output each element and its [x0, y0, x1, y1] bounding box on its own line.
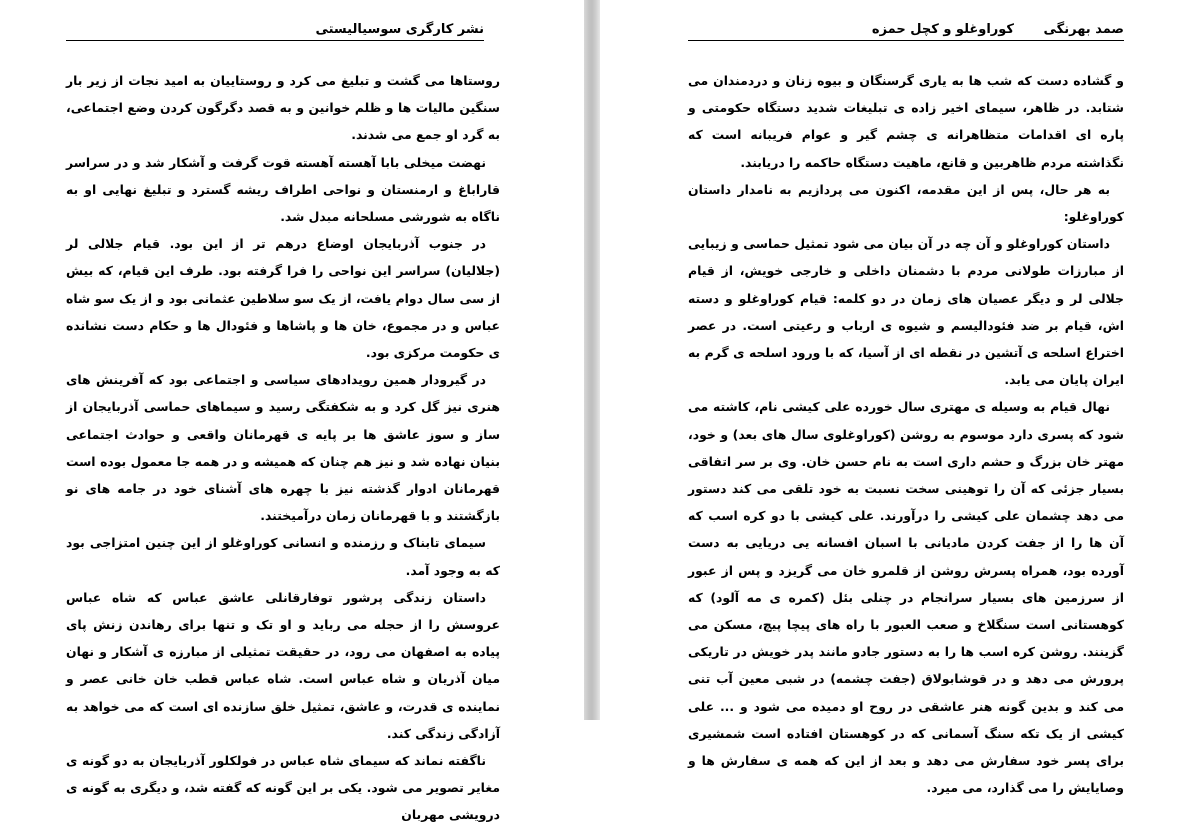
left-paragraph-1: روستاها می گشت و تبلیغ می کرد و روستاییان به امید نجات از زیر بار سنگین مالیات ها و ظلم خوانین و به قصد دگرگون کردن وضع اجتماعی، به گرد او جمع می شدند.: [66, 73, 500, 143]
left-paragraph-6: داستان زندگی پرشور توفارقانلی عاشق عباس که شاه عباس عروسش را از حجله می رباید و او تک و تنها برای رهاندن زنش پای پیاده به اصفهان می رود، در حقیقت تمثیلی از مبارزه ی آشکار و نهان میان آذریان و شاه عباس است. شاه عباس قطب خان خانی عصر و نماینده ی قدرت، و عاشق، تمثیل خلق سازنده ای است که می خواهد به آزادگی زندگی کند.: [66, 589, 500, 741]
right-paragraph-4: نهال قیام به وسیله ی مهتری سال خورده علی کیشی نام، کاشته می شود که پسری دارد موسوم به روشن (کوراوغلوی سال های بعد) و خود، مهتر خان بزرگ و حشم داری است به نام حسن خان. وی بر سر اتفاقی بسیار جزئی که آن را توهینی سخت نسبت به خود تلقی می کند دستور می دهد چشمان علی کیشی را درآورند. علی کیشی با دو کره اسب که آن ها را از جفت کردن مادیانی با اسبان افسانه یی دریایی به دست آورده بود، همراه پسرش روشن از قلمرو خان می گریزد و پس از عبور از سرزمین های بسیار سرانجام در چنلی بئل (کمره ی مه آلود) که کوهستانی است سنگلاخ و صعب العبور با راه های پیچا پیچ، مسکن می گزینند. روشن کره اسب ها را به دستور جادو مانند پدر خویش در تاریکی پرورش می دهد و در قوشابولاق (جفت چشمه) در شبی معین آب تنی می کند و بدین گونه هنر عاشقی در روح او دمیده می شود و ... علی کیشی از یک تکه سنگ آسمانی که در کوهستان افتاده است شمشیری برای پسر خود سفارش می دهد و بعد از این که همه ی سفارش ها و وصایایش را می گذارد، می میرد.: [688, 399, 1124, 796]
right-header-author: صمد بهرنگی: [1043, 22, 1124, 37]
left-paragraph-5: سیمای تابناک و رزمنده و انسانی کوراوغلو از این چنین امتزاجی بود که به وجود آمد.: [66, 535, 500, 578]
right-header-book-title: کوراوغلو و کچل حمزه: [871, 22, 1014, 37]
right-page-body: [688, 67, 1124, 801]
left-paragraph-3: در جنوب آذربایجان اوضاع درهم تر از این بود. قیام جلالی لر (جلالیان) سراسر این نواحی را فرا گرفته بود. طرف این قیام، که بیش از سی سال دوام یافت، از یک سو سلاطین عثمانی بود و از یک سو شاه عباس و در مجموع، خان ها و پاشاها و فئودال ها و حکام دست نشانده ی حکومت مرکزی بود.: [66, 236, 500, 361]
right-page-header: [688, 22, 1124, 41]
right-paragraph-3: داستان کوراوغلو و آن چه در آن بیان می شود تمثیل حماسی و زیبایی از مبارزات طولانی مردم با دشمنان داخلی و خارجی خویش، از قیام جلالی لر و دیگر عصیان های زمان در دو کلمه: قیام کوراوغلو و دسته اش، قیام بر ضد فئودالیسم و شیوه ی ارباب و رعیتی است. در عصر اختراع اسلحه ی آتشین در نقطه ای از آسیا، که با ورود اسلحه ی گرم به ایران پایان می یابد.: [688, 236, 1124, 388]
page-gutter: [584, 0, 600, 720]
left-paragraph-7: ناگفته نماند که سیمای شاه عباس در فولکلور آذربایجان به دو گونه ی مغایر تصویر می شود. یکی بر این گونه که گفته شد، و دیگری به گونه ی درویشی مهربان: [66, 753, 500, 823]
left-paragraph-4: در گیرودار همین رویدادهای سیاسی و اجتماعی بود که آفرینش های هنری نیز گل کرد و به شکفتگی رسید و سیماهای حماسی آذربایجان از ساز و سوز عاشق ها بر پایه ی قهرمانان واقعی و حوادث اجتماعی بنیان نهاده شد و نیز هم چنان که همیشه و در همه جا معمول بوده است قهرمانان ادوار گذشته نیز با چهره های آشنای خود در جامه های نو بازگشتند و با قهرمانان زمان درآمیختند.: [66, 372, 500, 524]
left-paragraph-2: نهضت میخلی بابا آهسته آهسته قوت گرفت و آشکار شد و در سراسر قاراباغ و ارمنستان و نواحی اطراف ریشه گسترد و تبلیغ نهایی او به ناگاه به شورشی مسلحانه مبدل شد.: [66, 154, 500, 225]
left-page: [0, 0, 584, 823]
left-header-title: نشر کارگری سوسیالیستی: [315, 22, 484, 37]
right-paragraph-1: و گشاده دست که شب ها به یاری گرسنگان و بیوه زنان و دردمندان می شتابد. در ظاهر، سیمای اخیر زاده ی تبلیغات شدید دستگاه حکومتی و پاره ای اقدامات متظاهرانه ی چشم گیر و عوام فریبانه است که نگذاشته مردم ظاهربین و قانع، ماهیت دستگاه حاکمه را دریابند.: [688, 73, 1124, 170]
left-page-body: [66, 67, 500, 829]
right-paragraph-2: به هر حال، پس از این مقدمه، اکنون می پردازیم به نامدار داستان کوراوغلو:: [688, 181, 1124, 225]
right-page: [600, 0, 1182, 796]
left-page-header: [66, 22, 484, 41]
